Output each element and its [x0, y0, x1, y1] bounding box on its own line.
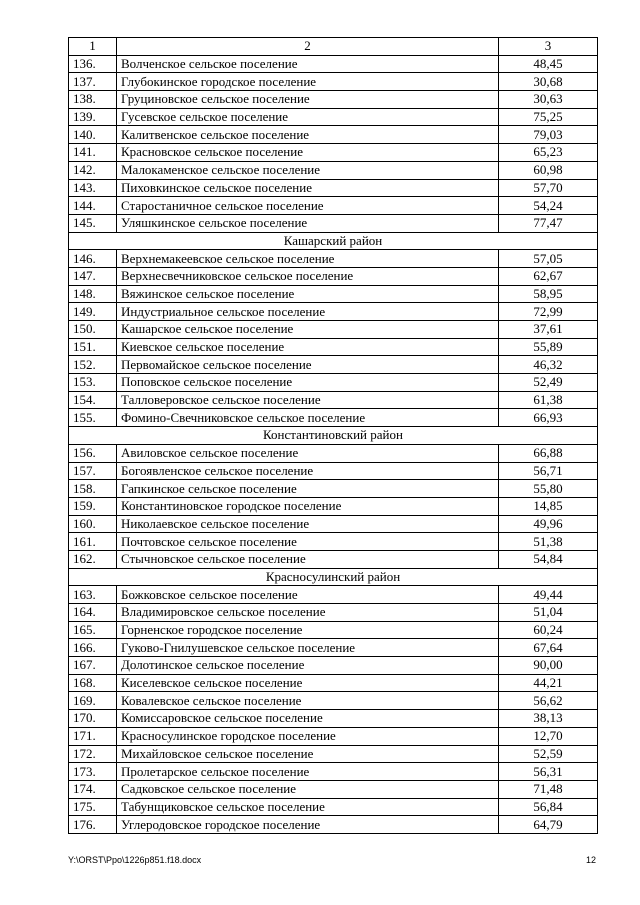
row-number: 166.: [69, 639, 117, 657]
row-number: 168.: [69, 674, 117, 692]
settlement-name: Красновское сельское поселение: [117, 144, 499, 162]
row-value: 38,13: [499, 710, 598, 728]
row-value: 14,85: [499, 497, 598, 515]
region-name: Константиновский район: [69, 427, 598, 445]
region-header-row: [69, 232, 598, 250]
row-value: 30,63: [499, 91, 598, 109]
row-value: 12,70: [499, 727, 598, 745]
row-number: 152.: [69, 356, 117, 374]
row-number: 141.: [69, 144, 117, 162]
row-value: 61,38: [499, 391, 598, 409]
table-row: [69, 409, 598, 427]
table-row: [69, 462, 598, 480]
table-row: [69, 55, 598, 73]
row-value: 56,71: [499, 462, 598, 480]
header-col-3: 3: [499, 38, 598, 56]
table-row: [69, 179, 598, 197]
row-number: 149.: [69, 303, 117, 321]
row-number: 159.: [69, 497, 117, 515]
settlement-name: Божковское сельское поселение: [117, 586, 499, 604]
row-number: 157.: [69, 462, 117, 480]
table-row: [69, 816, 598, 834]
table-row: [69, 639, 598, 657]
row-value: 79,03: [499, 126, 598, 144]
row-number: 146.: [69, 250, 117, 268]
region-header-row: [69, 568, 598, 586]
region-name: Кашарский район: [69, 232, 598, 250]
table-row: [69, 161, 598, 179]
row-value: 52,59: [499, 745, 598, 763]
table-row: [69, 444, 598, 462]
row-number: 136.: [69, 55, 117, 73]
row-value: 48,45: [499, 55, 598, 73]
settlement-name: Углеродовское городское поселение: [117, 816, 499, 834]
table-row: [69, 780, 598, 798]
row-value: 62,67: [499, 267, 598, 285]
row-value: 49,96: [499, 515, 598, 533]
row-value: 55,89: [499, 338, 598, 356]
row-value: 54,84: [499, 550, 598, 568]
table-row: [69, 214, 598, 232]
table-row: [69, 374, 598, 392]
row-number: 147.: [69, 267, 117, 285]
settlement-name: Кашарское сельское поселение: [117, 321, 499, 339]
row-number: 163.: [69, 586, 117, 604]
region-header-row: [69, 427, 598, 445]
footer-file-path: Y:\ORST\Ppo\1226p851.f18.docx: [68, 855, 202, 865]
table-row: [69, 480, 598, 498]
row-number: 161.: [69, 533, 117, 551]
settlement-name: Киселевское сельское поселение: [117, 674, 499, 692]
row-number: 145.: [69, 214, 117, 232]
table-row: [69, 533, 598, 551]
settlement-name: Константиновское городское поселение: [117, 497, 499, 515]
row-value: 90,00: [499, 657, 598, 675]
table-row: [69, 745, 598, 763]
settlement-name: Авиловское сельское поселение: [117, 444, 499, 462]
settlement-name: Фомино-Свечниковское сельское поселение: [117, 409, 499, 427]
table-row: [69, 674, 598, 692]
row-number: 164.: [69, 604, 117, 622]
settlement-name: Груциновское сельское поселение: [117, 91, 499, 109]
row-value: 57,05: [499, 250, 598, 268]
row-value: 51,38: [499, 533, 598, 551]
settlement-name: Волченское сельское поселение: [117, 55, 499, 73]
row-number: 173.: [69, 763, 117, 781]
table-row: [69, 108, 598, 126]
settlement-name: Пиховкинское сельское поселение: [117, 179, 499, 197]
row-value: 58,95: [499, 285, 598, 303]
row-number: 156.: [69, 444, 117, 462]
table-row: [69, 197, 598, 215]
settlement-name: Вяжинское сельское поселение: [117, 285, 499, 303]
settlement-name: Богоявленское сельское поселение: [117, 462, 499, 480]
row-value: 46,32: [499, 356, 598, 374]
row-number: 165.: [69, 621, 117, 639]
row-number: 139.: [69, 108, 117, 126]
table-row: [69, 550, 598, 568]
settlement-name: Старостаничное сельское поселение: [117, 197, 499, 215]
table-row: [69, 73, 598, 91]
settlement-name: Талловеровское сельское поселение: [117, 391, 499, 409]
settlement-name: Малокаменское сельское поселение: [117, 161, 499, 179]
row-number: 170.: [69, 710, 117, 728]
row-number: 155.: [69, 409, 117, 427]
row-value: 30,68: [499, 73, 598, 91]
table-row: [69, 303, 598, 321]
row-value: 51,04: [499, 604, 598, 622]
row-value: 64,79: [499, 816, 598, 834]
row-number: 169.: [69, 692, 117, 710]
table-row: [69, 586, 598, 604]
table-header-row: [69, 38, 598, 56]
settlement-name: Ковалевское сельское поселение: [117, 692, 499, 710]
row-number: 138.: [69, 91, 117, 109]
row-value: 60,98: [499, 161, 598, 179]
row-number: 176.: [69, 816, 117, 834]
table-row: [69, 285, 598, 303]
row-number: 174.: [69, 780, 117, 798]
settlement-name: Гуково-Гнилушевское сельское поселение: [117, 639, 499, 657]
settlement-name: Гапкинское сельское поселение: [117, 480, 499, 498]
table-row: [69, 338, 598, 356]
row-number: 172.: [69, 745, 117, 763]
table-row: [69, 515, 598, 533]
header-col-2: 2: [117, 38, 499, 56]
settlements-table: [68, 37, 598, 834]
table-row: [69, 710, 598, 728]
settlement-name: Индустриальное сельское поселение: [117, 303, 499, 321]
table-row: [69, 126, 598, 144]
table-row: [69, 763, 598, 781]
settlement-name: Владимировское сельское поселение: [117, 604, 499, 622]
row-value: 67,64: [499, 639, 598, 657]
row-value: 49,44: [499, 586, 598, 604]
row-number: 175.: [69, 798, 117, 816]
settlement-name: Уляшкинское сельское поселение: [117, 214, 499, 232]
settlement-name: Стычновское сельское поселение: [117, 550, 499, 568]
table-row: [69, 604, 598, 622]
row-number: 144.: [69, 197, 117, 215]
row-number: 160.: [69, 515, 117, 533]
row-number: 171.: [69, 727, 117, 745]
table-row: [69, 91, 598, 109]
table-row: [69, 391, 598, 409]
row-value: 56,31: [499, 763, 598, 781]
settlement-name: Верхнемакеевское сельское поселение: [117, 250, 499, 268]
row-value: 56,84: [499, 798, 598, 816]
settlement-name: Гусевское сельское поселение: [117, 108, 499, 126]
settlement-name: Глубокинское городское поселение: [117, 73, 499, 91]
row-number: 150.: [69, 321, 117, 339]
row-value: 52,49: [499, 374, 598, 392]
table-row: [69, 267, 598, 285]
settlement-name: Красносулинское городское поселение: [117, 727, 499, 745]
row-value: 60,24: [499, 621, 598, 639]
settlement-name: Садковское сельское поселение: [117, 780, 499, 798]
settlement-name: Верхнесвечниковское сельское поселение: [117, 267, 499, 285]
footer-page-number: 12: [585, 855, 596, 865]
table-row: [69, 144, 598, 162]
settlement-name: Почтовское сельское поселение: [117, 533, 499, 551]
settlement-name: Николаевское сельское поселение: [117, 515, 499, 533]
row-number: 140.: [69, 126, 117, 144]
header-col-1: 1: [69, 38, 117, 56]
table-row: [69, 692, 598, 710]
row-number: 137.: [69, 73, 117, 91]
row-value: 44,21: [499, 674, 598, 692]
row-value: 57,70: [499, 179, 598, 197]
table-row: [69, 727, 598, 745]
settlement-name: Первомайское сельское поселение: [117, 356, 499, 374]
settlement-name: Горненское городское поселение: [117, 621, 499, 639]
table-row: [69, 798, 598, 816]
row-value: 75,25: [499, 108, 598, 126]
row-number: 148.: [69, 285, 117, 303]
row-number: 158.: [69, 480, 117, 498]
row-value: 37,61: [499, 321, 598, 339]
settlement-name: Поповское сельское поселение: [117, 374, 499, 392]
table-row: [69, 657, 598, 675]
table-row: [69, 621, 598, 639]
row-number: 154.: [69, 391, 117, 409]
row-value: 71,48: [499, 780, 598, 798]
table-row: [69, 497, 598, 515]
row-number: 167.: [69, 657, 117, 675]
settlement-name: Киевское сельское поселение: [117, 338, 499, 356]
row-value: 77,47: [499, 214, 598, 232]
row-value: 66,88: [499, 444, 598, 462]
settlement-name: Пролетарское сельское поселение: [117, 763, 499, 781]
row-number: 143.: [69, 179, 117, 197]
row-value: 54,24: [499, 197, 598, 215]
row-value: 72,99: [499, 303, 598, 321]
row-number: 162.: [69, 550, 117, 568]
settlement-name: Калитвенское сельское поселение: [117, 126, 499, 144]
row-value: 66,93: [499, 409, 598, 427]
region-name: Красносулинский район: [69, 568, 598, 586]
row-number: 153.: [69, 374, 117, 392]
row-value: 55,80: [499, 480, 598, 498]
table-row: [69, 356, 598, 374]
settlement-name: Михайловское сельское поселение: [117, 745, 499, 763]
row-number: 151.: [69, 338, 117, 356]
row-value: 65,23: [499, 144, 598, 162]
table-body: [69, 38, 598, 834]
settlement-name: Комиссаровское сельское поселение: [117, 710, 499, 728]
row-value: 56,62: [499, 692, 598, 710]
settlement-name: Долотинское сельское поселение: [117, 657, 499, 675]
table-row: [69, 321, 598, 339]
row-number: 142.: [69, 161, 117, 179]
settlement-name: Табунщиковское сельское поселение: [117, 798, 499, 816]
table-row: [69, 250, 598, 268]
